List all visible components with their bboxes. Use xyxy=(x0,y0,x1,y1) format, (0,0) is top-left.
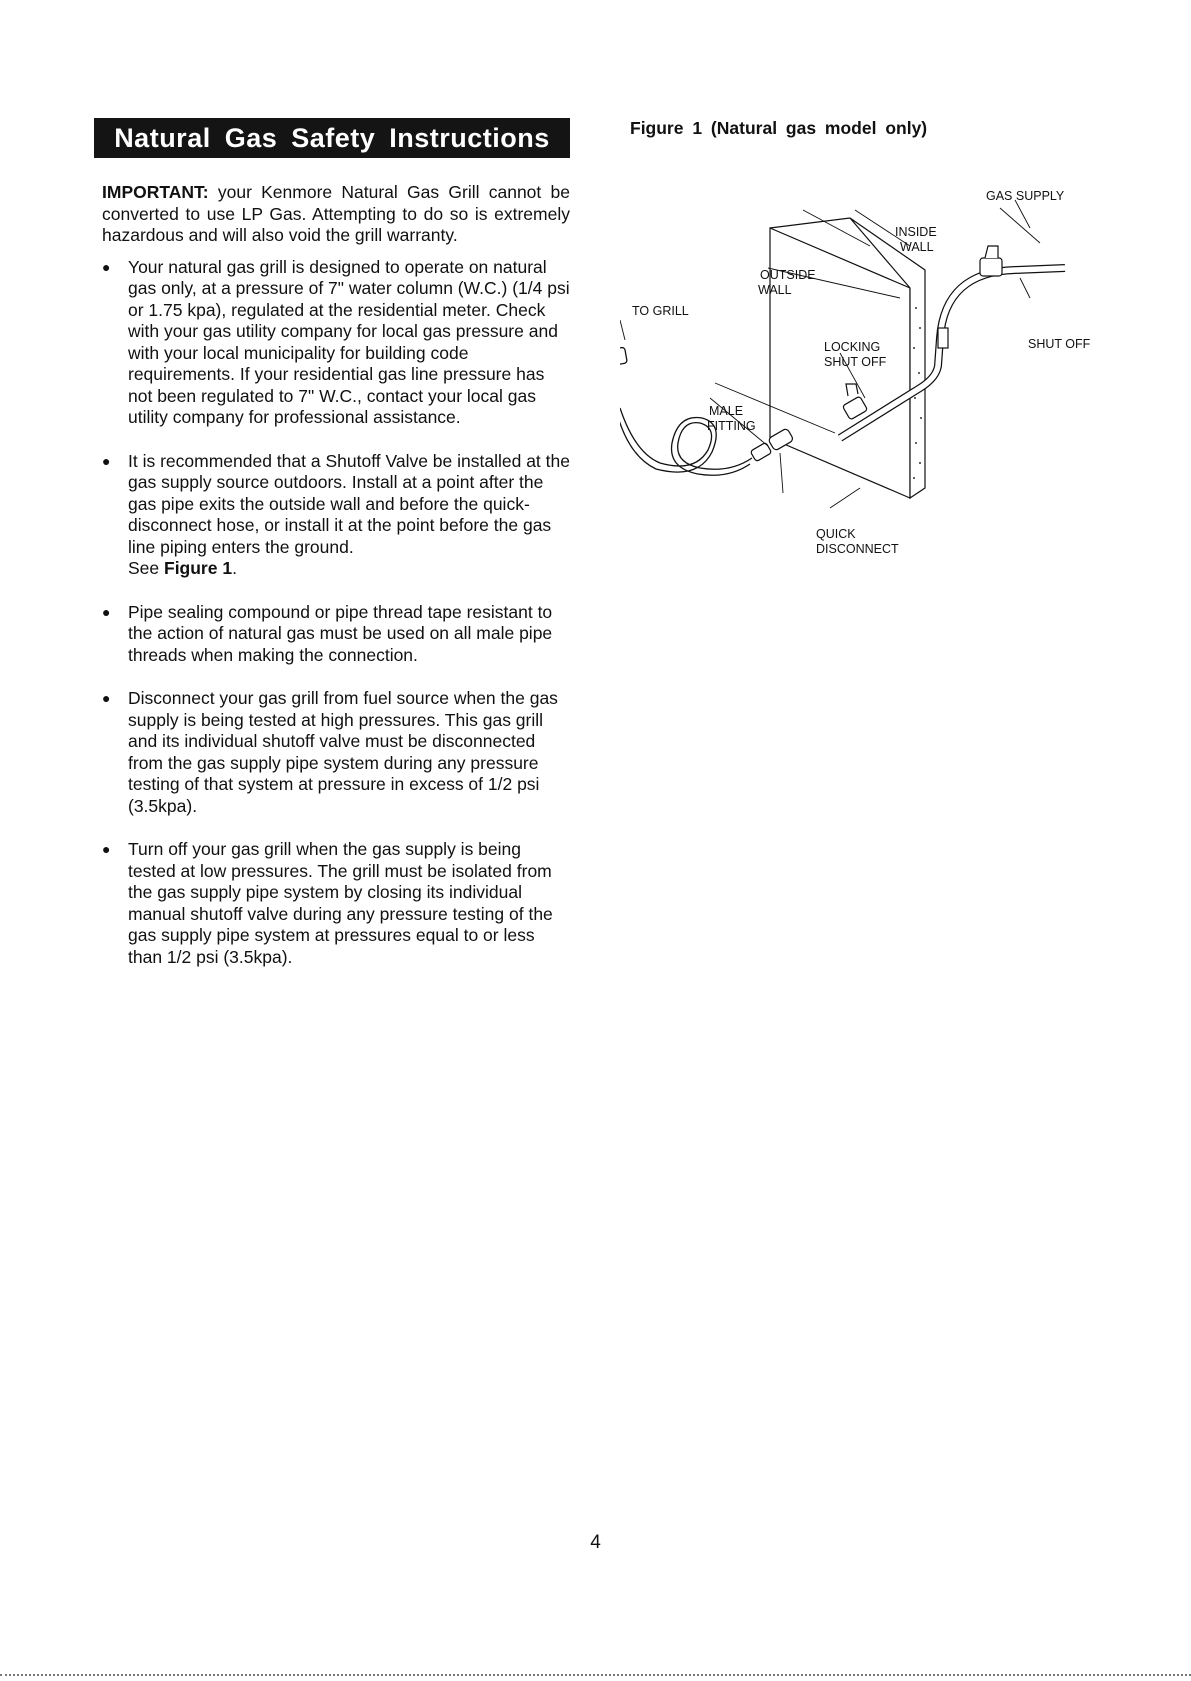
bullet-icon: ● xyxy=(102,603,111,620)
quick-disconnect-label: QUICK xyxy=(816,527,856,541)
quick-disconnect-label-2: DISCONNECT xyxy=(816,542,899,556)
list-item xyxy=(102,688,570,817)
list-item-text: Your natural gas grill is designed to operate on natural gas only, at a pressure of 7" water column (W.C.) (1/4 psi or 1.75 kpa), regulated at the residential meter. Check with your gas utility company for local gas pressure and with your local municipality for building code requirements. If your residential gas line pressure has not been regulated to 7" W.C., contact your local gas utility company for professional assistance. xyxy=(128,256,570,427)
reference-period: . xyxy=(232,558,237,578)
instructions-column xyxy=(102,182,570,990)
list-item xyxy=(102,839,570,968)
safety-list xyxy=(102,257,570,969)
important-notice xyxy=(102,182,570,247)
important-text: your Kenmore Natural Gas Grill cannot be converted to use LP Gas. Attempting to do so is extremely hazardous and will also void the grill warranty. xyxy=(102,182,570,245)
bullet-icon: ● xyxy=(102,690,111,706)
locking-shutoff-label-2: SHUT OFF xyxy=(824,355,887,369)
gas-supply-label: GAS SUPPLY xyxy=(986,189,1065,203)
figure-reference: Figure 1 xyxy=(164,558,233,578)
male-fitting-label-2: FITTING xyxy=(707,419,756,433)
outside-wall-label: OUTSIDE xyxy=(760,268,816,282)
list-item-text: Disconnect your gas grill from fuel source when the gas supply is being tested at high pressures. This gas grill and its individual shutoff valve must be disconnected from the gas supply pipe system during any pressure testing of that system at pressure in excess of 1/2 psi (3.5kpa). xyxy=(128,688,558,816)
list-item xyxy=(102,602,570,667)
section-title: Natural Gas Safety Instructions xyxy=(94,118,570,158)
shut-off-label: SHUT OFF xyxy=(1028,337,1091,351)
locking-shutoff-label: LOCKING xyxy=(824,340,881,354)
bullet-icon: ● xyxy=(102,452,111,469)
list-item xyxy=(102,451,570,580)
page-border xyxy=(0,1674,1191,1676)
list-item-text: Turn off your gas grill when the gas supply is being tested at low pressures. The grill must be isolated from the gas supply pipe system by closing its individual manual shutoff valve during any pressure testing of the gas supply pipe system at pressures equal to or less than 1/2 psi (3.5kpa). xyxy=(128,839,553,967)
gas-connection-diagram xyxy=(620,188,1120,568)
supply-shutoff-valve-icon xyxy=(938,246,1002,348)
list-item-text: Pipe sealing compound or pipe thread tape resistant to the action of natural gas must be used on all male pipe threads when making the connection. xyxy=(128,601,553,665)
important-label: IMPORTANT: xyxy=(102,182,209,202)
bullet-icon: ● xyxy=(102,841,111,857)
list-item xyxy=(102,257,570,429)
bullet-icon: ● xyxy=(102,258,111,275)
see-label: See xyxy=(128,558,164,578)
list-item-text: It is recommended that a Shutoff Valve be installed at the gas supply source outdoors. Install at a point after the gas pipe exits the outside wall and before the quick-disconnect hose, or install it at the point before the gas line piping enters the ground. xyxy=(128,450,570,557)
male-fitting-label: MALE xyxy=(709,404,744,418)
outside-wall-label-2: WALL xyxy=(758,283,792,297)
inside-wall-label-2: WALL xyxy=(900,240,934,254)
inside-wall-label: INSIDE xyxy=(895,225,937,239)
to-grill-label: TO GRILL xyxy=(632,304,689,318)
figure-title: Figure 1 (Natural gas model only) xyxy=(630,118,928,138)
page-number: 4 xyxy=(590,1532,601,1553)
